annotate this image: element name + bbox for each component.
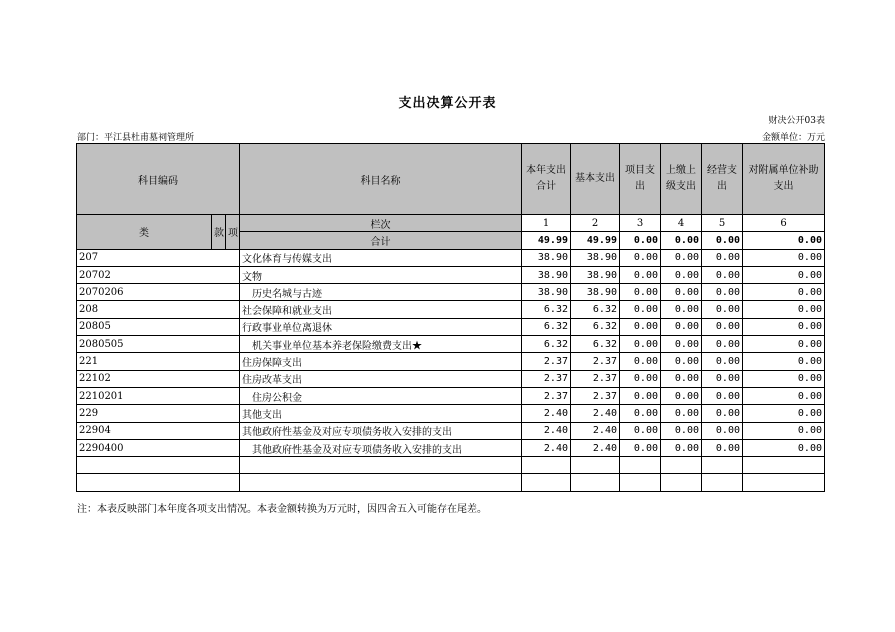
amount-cell: 2.40 xyxy=(571,422,620,439)
table-row xyxy=(77,301,825,318)
amount-cell: 0.00 xyxy=(661,387,702,404)
amount-cell: 0.00 xyxy=(661,249,702,266)
amount-cell: 38.90 xyxy=(571,249,620,266)
col-number: 4 xyxy=(661,215,702,232)
amount-cell: 0.00 xyxy=(743,370,825,387)
empty-row xyxy=(77,457,825,474)
col-number: 3 xyxy=(620,215,661,232)
subject-name: 历史名城与古迹 xyxy=(240,284,522,301)
amount-cell: 38.90 xyxy=(571,266,620,283)
table-row xyxy=(77,284,825,301)
amount-cell: 0.00 xyxy=(661,370,702,387)
subject-code: 2290400 xyxy=(77,439,240,456)
table-row xyxy=(77,353,825,370)
amount-cell: 0.00 xyxy=(702,318,743,335)
subject-code: 22102 xyxy=(77,370,240,387)
header-business: 经营支出 xyxy=(702,144,743,215)
amount-cell: 0.00 xyxy=(702,387,743,404)
amount-cell: 0.00 xyxy=(743,284,825,301)
subject-code: 20702 xyxy=(77,266,240,283)
amount-cell: 2.37 xyxy=(522,387,571,404)
subject-name: 社会保障和就业支出 xyxy=(240,301,522,318)
footnote: 注：本表反映部门本年度各项支出情况。本表金额转换为万元时，因四舍五入可能存在尾差。 xyxy=(77,504,487,515)
subject-code: 208 xyxy=(77,301,240,318)
header-project: 项目支出 xyxy=(620,144,661,215)
total-value: 49.99 xyxy=(571,232,620,249)
amount-cell: 0.00 xyxy=(743,422,825,439)
subject-code: 229 xyxy=(77,405,240,422)
subject-code: 207 xyxy=(77,249,240,266)
amount-cell: 6.32 xyxy=(522,318,571,335)
total-value: 0.00 xyxy=(620,232,661,249)
amount-cell: 0.00 xyxy=(661,336,702,353)
subject-code: 22904 xyxy=(77,422,240,439)
subject-name: 住房保障支出 xyxy=(240,353,522,370)
amount-cell: 6.32 xyxy=(571,318,620,335)
total-value: 0.00 xyxy=(702,232,743,249)
form-number: 财决公开03表 xyxy=(768,116,825,126)
subject-name: 文物 xyxy=(240,266,522,283)
subject-code: 2080505 xyxy=(77,336,240,353)
amount-cell: 0.00 xyxy=(743,266,825,283)
amount-cell: 6.32 xyxy=(522,336,571,353)
amount-cell: 0.00 xyxy=(743,353,825,370)
amount-cell: 0.00 xyxy=(743,249,825,266)
amount-cell: 2.37 xyxy=(571,370,620,387)
expenditure-table xyxy=(76,143,825,492)
amount-cell: 6.32 xyxy=(571,301,620,318)
col-number: 2 xyxy=(571,215,620,232)
header-code: 科目编码 xyxy=(77,144,240,215)
table-row xyxy=(77,336,825,353)
header-subsidy: 对附属单位补助支出 xyxy=(743,144,825,215)
amount-cell: 0.00 xyxy=(702,405,743,422)
total-value: 0.00 xyxy=(661,232,702,249)
amount-cell: 0.00 xyxy=(743,439,825,456)
page-title: 支出决算公开表 xyxy=(398,96,497,111)
amount-cell: 38.90 xyxy=(522,249,571,266)
amount-cell: 0.00 xyxy=(620,387,661,404)
amount-cell: 0.00 xyxy=(620,353,661,370)
amount-cell: 0.00 xyxy=(743,336,825,353)
amount-cell: 0.00 xyxy=(661,266,702,283)
empty-row xyxy=(77,474,825,491)
header-upper: 上缴上级支出 xyxy=(661,144,702,215)
amount-cell: 2.40 xyxy=(571,439,620,456)
header-heji: 合计 xyxy=(240,232,522,249)
subject-code: 2070206 xyxy=(77,284,240,301)
amount-cell: 2.37 xyxy=(522,353,571,370)
col-number: 5 xyxy=(702,215,743,232)
amount-cell: 2.37 xyxy=(571,353,620,370)
amount-cell: 0.00 xyxy=(661,318,702,335)
header-lanci: 栏次 xyxy=(240,215,522,232)
amount-cell: 2.40 xyxy=(522,405,571,422)
amount-cell: 6.32 xyxy=(522,301,571,318)
amount-cell: 0.00 xyxy=(620,301,661,318)
table-row xyxy=(77,387,825,404)
subject-code: 20805 xyxy=(77,318,240,335)
amount-cell: 0.00 xyxy=(620,336,661,353)
amount-cell: 0.00 xyxy=(743,387,825,404)
subject-name: 其他政府性基金及对应专项债务收入安排的支出 xyxy=(240,422,522,439)
table-row xyxy=(77,439,825,456)
amount-cell: 0.00 xyxy=(702,439,743,456)
amount-cell: 2.40 xyxy=(522,439,571,456)
amount-cell: 0.00 xyxy=(743,301,825,318)
subject-name: 机关事业单位基本养老保险缴费支出★ xyxy=(240,336,522,353)
amount-cell: 0.00 xyxy=(661,353,702,370)
amount-cell: 0.00 xyxy=(702,266,743,283)
amount-cell: 0.00 xyxy=(743,405,825,422)
subject-name: 文化体育与传媒支出 xyxy=(240,249,522,266)
amount-unit-label: 金额单位：万元 xyxy=(761,133,825,143)
amount-cell: 0.00 xyxy=(620,266,661,283)
amount-cell: 0.00 xyxy=(620,284,661,301)
subject-code: 2210201 xyxy=(77,387,240,404)
amount-cell: 0.00 xyxy=(620,422,661,439)
amount-cell: 0.00 xyxy=(661,422,702,439)
amount-cell: 2.37 xyxy=(571,387,620,404)
amount-cell: 0.00 xyxy=(702,422,743,439)
amount-cell: 0.00 xyxy=(661,439,702,456)
amount-cell: 2.40 xyxy=(522,422,571,439)
subject-name: 行政事业单位离退休 xyxy=(240,318,522,335)
amount-cell: 0.00 xyxy=(661,405,702,422)
amount-cell: 0.00 xyxy=(702,249,743,266)
amount-cell: 0.00 xyxy=(702,370,743,387)
header-basic: 基本支出 xyxy=(571,144,620,215)
amount-cell: 38.90 xyxy=(522,284,571,301)
amount-cell: 0.00 xyxy=(620,370,661,387)
subject-name: 其他支出 xyxy=(240,405,522,422)
table-row xyxy=(77,266,825,283)
amount-cell: 2.40 xyxy=(571,405,620,422)
amount-cell: 0.00 xyxy=(620,439,661,456)
total-value: 49.99 xyxy=(522,232,571,249)
department-label: 部门：平江县杜甫墓祠管理所 xyxy=(77,133,195,143)
subject-name: 住房改革支出 xyxy=(240,370,522,387)
subject-name: 住房公积金 xyxy=(240,387,522,404)
amount-cell: 0.00 xyxy=(620,405,661,422)
amount-cell: 0.00 xyxy=(743,318,825,335)
col-number: 6 xyxy=(743,215,825,232)
amount-cell: 6.32 xyxy=(571,336,620,353)
amount-cell: 2.37 xyxy=(522,370,571,387)
amount-cell: 0.00 xyxy=(620,318,661,335)
header-kuan: 款 xyxy=(212,215,226,250)
table-row xyxy=(77,318,825,335)
total-value: 0.00 xyxy=(743,232,825,249)
header-lei: 类 xyxy=(77,215,212,250)
header-name: 科目名称 xyxy=(240,144,522,215)
table-row xyxy=(77,249,825,266)
amount-cell: 0.00 xyxy=(702,301,743,318)
header-total: 本年支出合计 xyxy=(522,144,571,215)
amount-cell: 0.00 xyxy=(620,249,661,266)
amount-cell: 0.00 xyxy=(702,353,743,370)
amount-cell: 0.00 xyxy=(661,284,702,301)
col-number: 1 xyxy=(522,215,571,232)
table-row xyxy=(77,370,825,387)
subject-name: 其他政府性基金及对应专项债务收入安排的支出 xyxy=(240,439,522,456)
subject-code: 221 xyxy=(77,353,240,370)
amount-cell: 38.90 xyxy=(522,266,571,283)
table-row xyxy=(77,422,825,439)
amount-cell: 0.00 xyxy=(661,301,702,318)
table-row xyxy=(77,405,825,422)
amount-cell: 0.00 xyxy=(702,284,743,301)
header-xiang: 项 xyxy=(226,215,240,250)
amount-cell: 0.00 xyxy=(702,336,743,353)
amount-cell: 38.90 xyxy=(571,284,620,301)
